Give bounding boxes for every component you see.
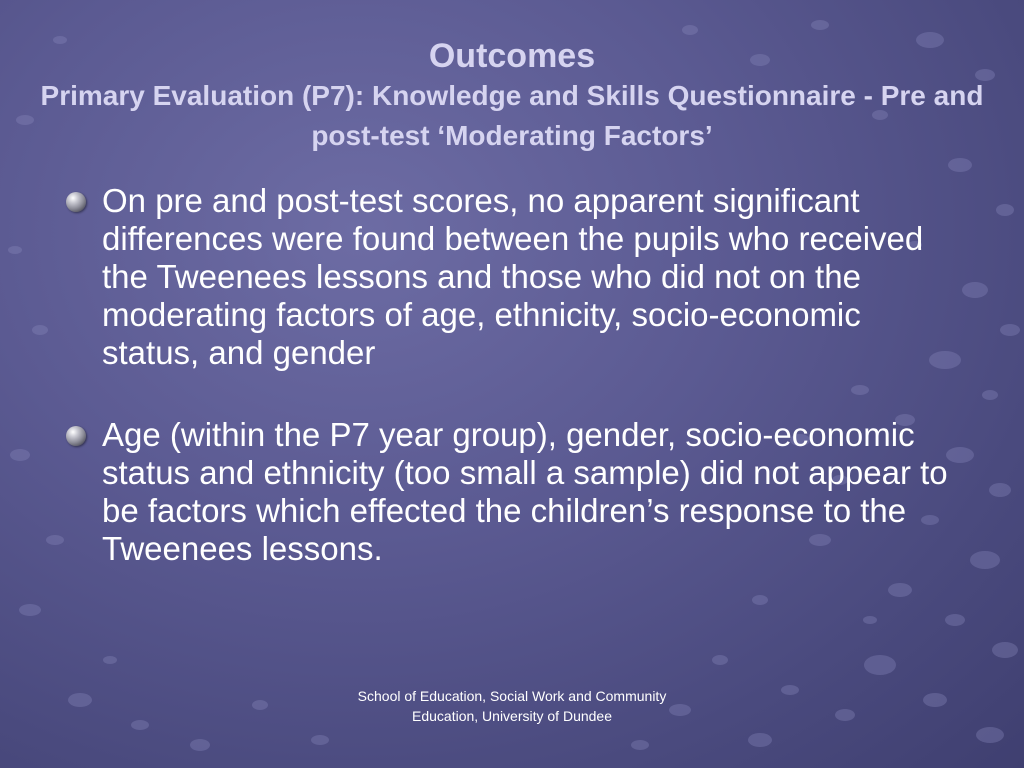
sphere-bullet-icon	[66, 426, 86, 446]
sphere-bullet-icon	[66, 192, 86, 212]
bullet-item	[64, 416, 964, 568]
footer-text: School of Education, Social Work and Community Education, University of Dundee	[357, 688, 667, 724]
slide-subtitle: Primary Evaluation (P7): Knowledge and Skills Questionnaire - Pre and post-test ‘Moderating Factors’	[40, 80, 984, 151]
slide-title: Outcomes	[428, 37, 596, 75]
bullet-text: On pre and post-test scores, no apparent significant differences were found between the pupils who received the Tweenees lessons and those who did not on the moderating factors of age, ethnicity, socio-economic status, and gender	[102, 182, 924, 371]
bullet-text: Age (within the P7 year group), gender, socio-economic status and ethnicity (too small a sample) did not appear to be factors which effected the children’s response to the Tweenees lessons.	[102, 416, 948, 567]
title-block	[30, 36, 994, 156]
bullet-item	[64, 182, 964, 372]
bullet-list	[64, 182, 964, 612]
